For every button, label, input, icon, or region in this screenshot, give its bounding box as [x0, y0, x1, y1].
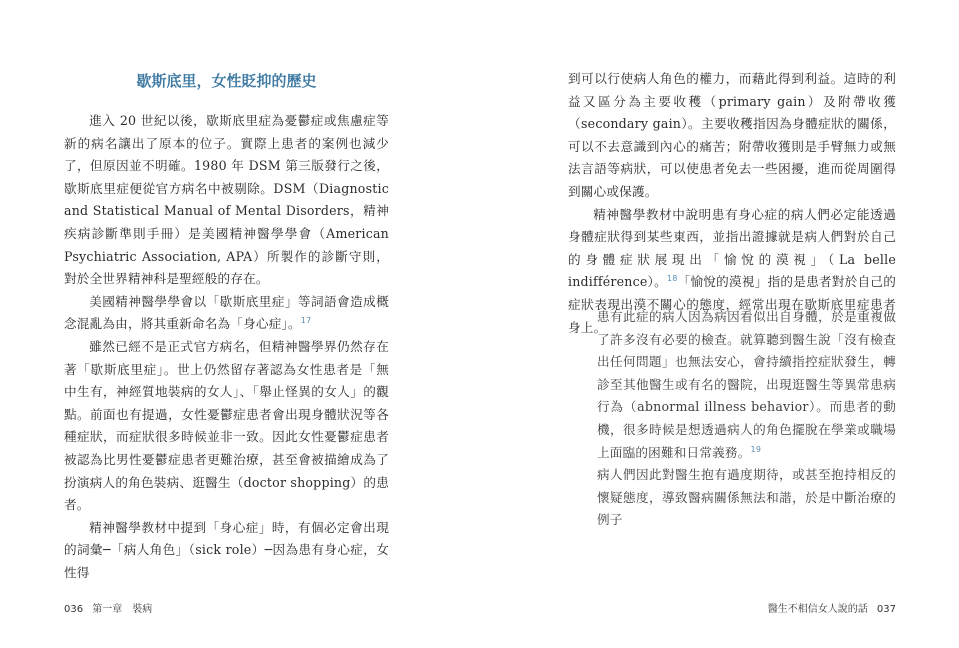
- page-number: 036: [64, 604, 84, 615]
- chapter-title: 第一章 裝病: [92, 604, 153, 615]
- right-footer: [762, 600, 896, 615]
- paragraph: 美國精神醫學學會以「歇斯底里症」等詞語會造成概念混亂為由，將其重新命名為「身心症」。$^{17}$: [64, 293, 389, 332]
- paragraph: 精神醫學教材中說明患有身心症的病人們必定能透過身體症狀得到某些東西，並指出證據就是病人們對於自己的身體症狀展現出「愉悅的漠視」（La belle indifférence）。$^{18}$「愉悅的漠視」指的是患者對於自己的症狀表現出漠不關心的態度，經常出現在歇斯底里症患者身上。: [568, 206, 896, 335]
- page-number: 037: [876, 604, 896, 615]
- paragraph: 精神醫學教材中提到「身心症」時，有個必定會出現的詞彙─「病人角色」（sick role）─因為患有身心症，女性得: [64, 519, 389, 580]
- left-page: [0, 0, 479, 648]
- quote-paragraph: 病人們因此對醫生抱有過度期待，或甚至抱持相反的懷疑態度，導致醫病關係無法和諧，於是中斷治療的例子: [597, 467, 896, 528]
- paragraph: 到可以行使病人角色的權力，而藉此得到利益。這時的利益又區分為主要收穫（primary gain）及附帶收獲（secondary gain）。主要收穫指因為身體症狀的關係，可以不去意識到內心的痛苦；附帶收獲則是手臂無力或無法言語等病狀，可以使患者免去一些困擾，進而從周圍得到關心或保護。: [568, 71, 896, 199]
- paragraph: 進入 20 世紀以後，歇斯底里症為憂鬱症或焦慮症等新的病名讓出了原本的位子。實際上患者的案例也減少了，但原因並不明確。1980 年 DSM 第三版發行之後，歇斯底里症便從官方病名中被剔除。DSM（Diagnostic and Statistical Manual of Mental Disorders，精神疾病診斷準則手冊）是美國精神醫學學會（American Psychiatric Association, APA）所製作的診斷守則，對於全世界精神科是聖經般的存在。: [64, 113, 389, 287]
- left-body-text: [64, 110, 389, 584]
- footnote-ref: 18: [666, 274, 678, 284]
- right-body-text: [568, 68, 896, 339]
- block-quote: [597, 306, 896, 532]
- book-title: 醫生不相信女人說的話: [767, 604, 868, 615]
- section-heading: 歇斯底里，女性貶抑的歷史: [136, 72, 317, 90]
- left-footer: [64, 600, 158, 615]
- quote-paragraph: 患有此症的病人因為病因看似出自身體，於是重複做了許多沒有必要的檢查。就算聽到醫生說「沒有檢查出任何問題」也無法安心，會持續指控症狀發生，轉診至其他醫生或有名的醫院，出現逛醫生等異常患病行為（abnormal illness behavior）。而患者的動機，很多時候是想透過病人的角色擺脫在學業或職場上面臨的困難和日常義務。$^{19}$: [597, 309, 896, 460]
- footnote-ref: 19: [750, 444, 762, 454]
- paragraph: 雖然已經不是正式官方病名，但精神醫學界仍然存在著「歇斯底里症」。世上仍然留存著認為女性患者是「無中生有，神經質地裝病的女人」、「舉止怪異的女人」的觀點。前面也有提過，女性憂鬱症患者會出現身體狀況等各種症狀，而症狀很多時候並非一致。因此女性憂鬱症患者被認為比男性憂鬱症患者更難治療，甚至會被描繪成為了扮演病人的角色裝病、逛醫生（doctor shopping）的患者。: [64, 338, 389, 513]
- footnote-ref: 17: [300, 316, 312, 326]
